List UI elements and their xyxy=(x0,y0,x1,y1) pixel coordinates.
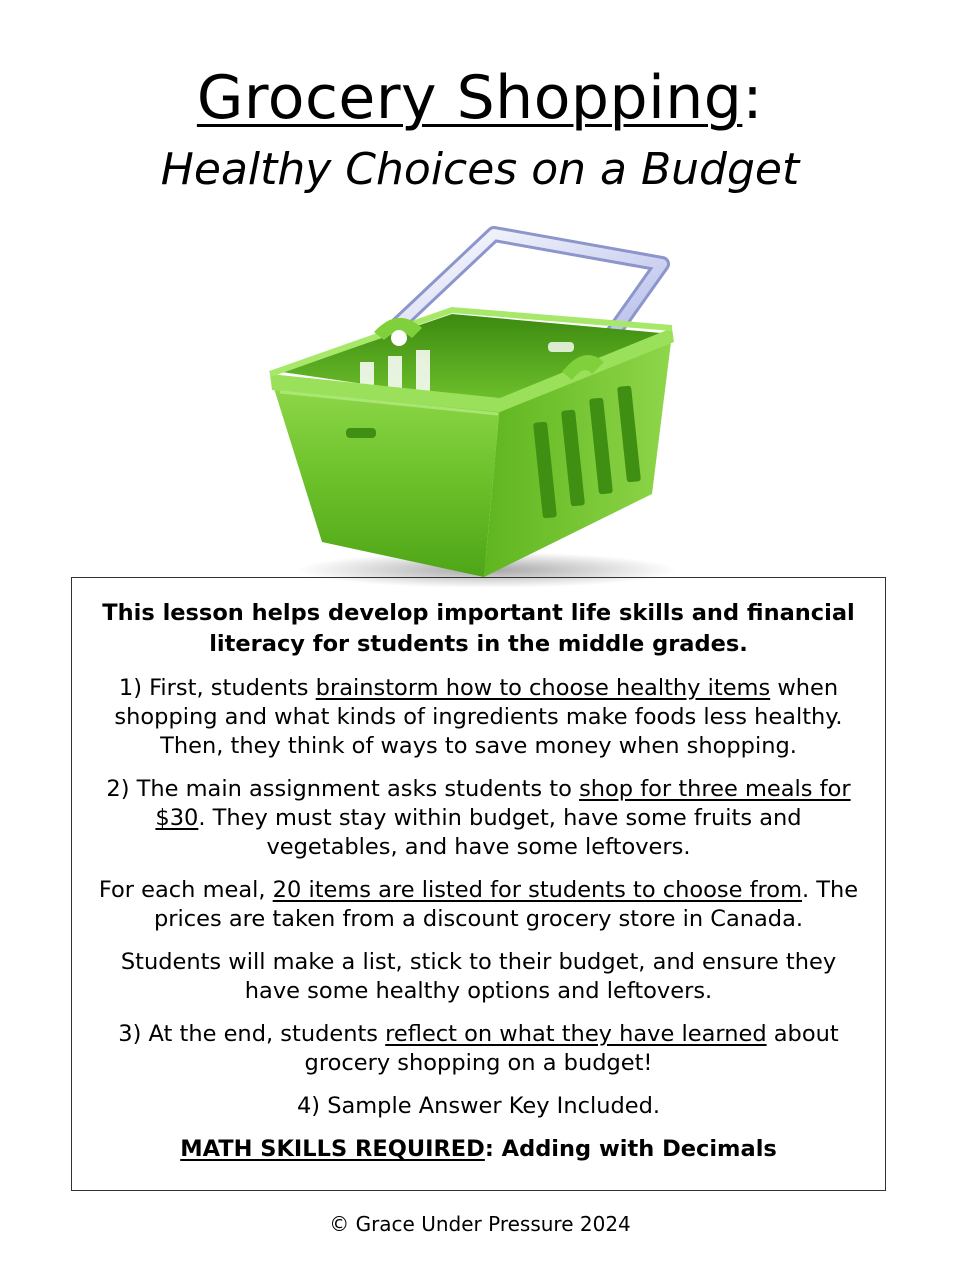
meal-items-highlight: 20 items are listed for students to choose from xyxy=(272,877,802,903)
step-1-highlight: brainstorm how to choose healthy items xyxy=(315,675,771,701)
step-2-text xyxy=(90,775,867,862)
step-3-rest: about grocery shopping on a budget! xyxy=(304,1021,839,1076)
step-1-rest: when shopping and what kinds of ingredients make foods less healthy. Then, they think of ways to save money when shopping. xyxy=(114,675,843,759)
step-2-lead: 2) The main assignment asks students to xyxy=(106,776,580,802)
step-3-text xyxy=(90,1020,867,1078)
step-2-rest: . They must stay within budget, have some fruits and vegetables, and have some leftovers. xyxy=(198,805,802,860)
math-skills-label: MATH SKILLS REQUIRED xyxy=(180,1136,485,1162)
step-3-lead: 3) At the end, students xyxy=(118,1021,386,1047)
math-skills-value: : Adding with Decimals xyxy=(484,1136,777,1162)
lesson-description-box xyxy=(71,577,886,1191)
copyright-footer: © Grace Under Pressure 2024 xyxy=(329,1212,631,1236)
list-budget-text: Students will make a list, stick to their budget, and ensure they have some healthy options and leftovers. xyxy=(120,949,837,1004)
meal-items-text xyxy=(90,876,867,934)
step-1-lead: 1) First, students xyxy=(118,675,316,701)
meal-items-rest: . The prices are taken from a discount grocery store in Canada. xyxy=(153,877,859,932)
page-subtitle: Healthy Choices on a Budget xyxy=(160,144,800,195)
step-2-highlight: shop for three meals for $30 xyxy=(155,776,851,831)
shopping-basket-icon xyxy=(262,222,692,592)
meal-items-lead: For each meal, xyxy=(98,877,273,903)
intro-text: This lesson helps develop important life skills and financial literacy for students in the middle grades. xyxy=(102,600,855,657)
step-1-text xyxy=(90,674,867,761)
page-title xyxy=(0,62,960,134)
math-skills-text xyxy=(90,1135,867,1164)
step-4-text: 4) Sample Answer Key Included. xyxy=(296,1093,661,1119)
title-main: Grocery Shopping xyxy=(196,63,743,133)
step-3-highlight: reflect on what they have learned xyxy=(385,1021,767,1047)
title-colon: : xyxy=(742,63,764,133)
